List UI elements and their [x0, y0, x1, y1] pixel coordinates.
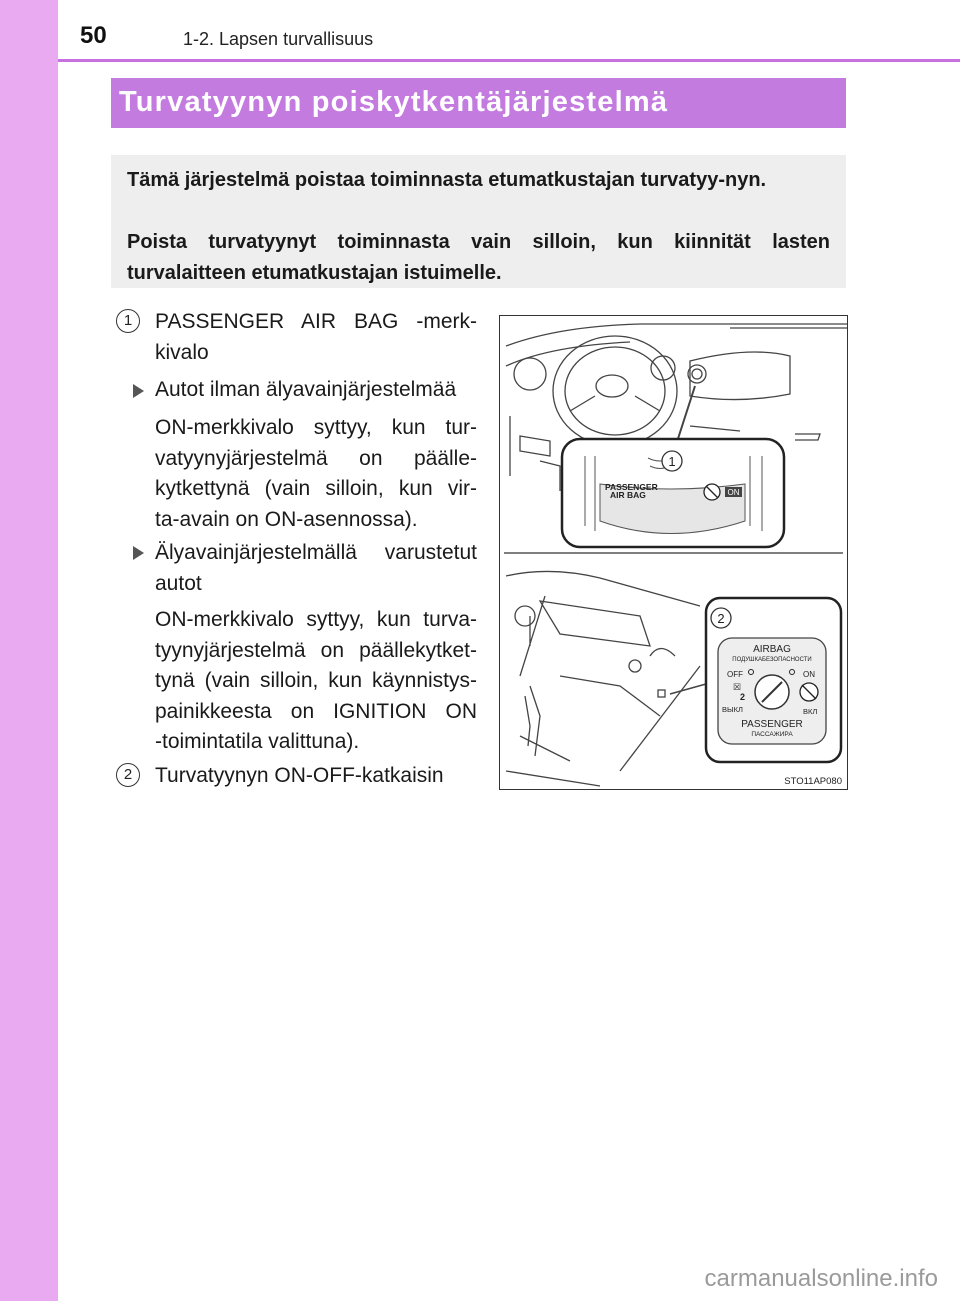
item-number-2: 2 [116, 763, 140, 787]
item-1-sub-1-line-4: ta-avain on ON-asennossa). [155, 507, 418, 531]
switch-passenger-label: PASSENGER [741, 719, 803, 730]
side-strip [0, 0, 58, 1301]
item-1-sub-1-line-1: ON-merkkivalo syttyy, kun tur- [155, 416, 477, 439]
switch-airbag-ru-label: ПОДУШКАБЕЗОПАСНОСТИ [732, 657, 812, 663]
item-1-heading [155, 307, 477, 368]
item-1-sub-1-line-2: vatyynyjärjestelmä on päälle- [155, 446, 477, 470]
page-number: 50 [80, 22, 107, 49]
item-number-1: 1 [116, 309, 140, 333]
indicator-label-2: AIR BAG [610, 490, 646, 500]
illustration-code: STO11AP080 [784, 776, 842, 787]
item-1-sub-2-line-3: tynä (vain silloin, kun käynnistys- [155, 669, 477, 692]
item-1-sub-1-text [155, 413, 477, 535]
item-1-sub-2-line-5: -toimintatila valittuna). [155, 730, 360, 753]
intro-box [111, 155, 846, 288]
header-divider [58, 59, 960, 62]
item-1-sub-1-line-3: kytkettynä (vain silloin, kun vir- [155, 477, 477, 500]
switch-off-label: OFF [727, 670, 743, 679]
lower-dashboard-drawing [506, 571, 706, 786]
title-bar [111, 78, 846, 128]
section-title: 1-2. Lapsen turvallisuus [183, 29, 374, 49]
indicator-label-1: PASSENGER [605, 482, 658, 492]
indicator-on-label: ON [727, 488, 740, 497]
item-1-sub-2-line-1: ON-merkkivalo syttyy, kun turva- [155, 608, 477, 631]
illustration [499, 315, 848, 790]
airbag-off-symbol-icon: ☒ [733, 682, 742, 692]
intro-line-2: Poista turvatyynyt toiminnasta vain silloin, kun kiinnität lasten turvalaitteen etumatkustajan istuimelle. [127, 231, 830, 284]
item-1-sub-2-text [155, 605, 477, 758]
intro-line-1: Tämä järjestelmä poistaa toiminnasta etumatkustajan turvatyy-nyn. [127, 169, 767, 191]
bullet-triangle-icon [133, 546, 144, 560]
callout-1: 1 [668, 454, 676, 469]
callout-2: 2 [717, 611, 725, 626]
item-2-heading: Turvatyynyn ON-OFF-katkaisin [155, 764, 444, 787]
switch-on-ru-label: ВКЛ [803, 707, 818, 716]
item-1-sub-2-line-4: painikkeesta on IGNITION ON [155, 699, 477, 723]
switch-off-ru-label: ВЫКЛ [722, 705, 743, 714]
watermark: carmanualsonline.info [704, 1265, 938, 1292]
item-1-sub-1-title: Autot ilman älyavainjärjestelmää [155, 378, 457, 401]
switch-digit: 2 [740, 692, 746, 702]
switch-airbag-label: AIRBAG [753, 644, 791, 655]
bullet-triangle-icon [133, 384, 144, 398]
item-1-sub-2-title-line-2: autot [155, 571, 202, 595]
dashboard-illustration [500, 316, 847, 789]
item-1-sub-2-line-2: tyynyjärjestelmä on päällekytket- [155, 638, 477, 662]
item-1-sub-2-title-line-1: Älyavainjärjestelmällä varustetut [155, 541, 477, 564]
item-1-heading-line-1: PASSENGER AIR BAG -merk- [155, 310, 477, 333]
page-title: Turvatyynyn poiskytkentäjärjestelmä [119, 86, 669, 118]
switch-on-label: ON [803, 670, 815, 679]
item-1-heading-line-2: kivalo [155, 340, 209, 364]
switch-passenger-ru-label: ПАССАЖИРА [751, 731, 793, 738]
item-1-sub-2-title [155, 538, 477, 599]
